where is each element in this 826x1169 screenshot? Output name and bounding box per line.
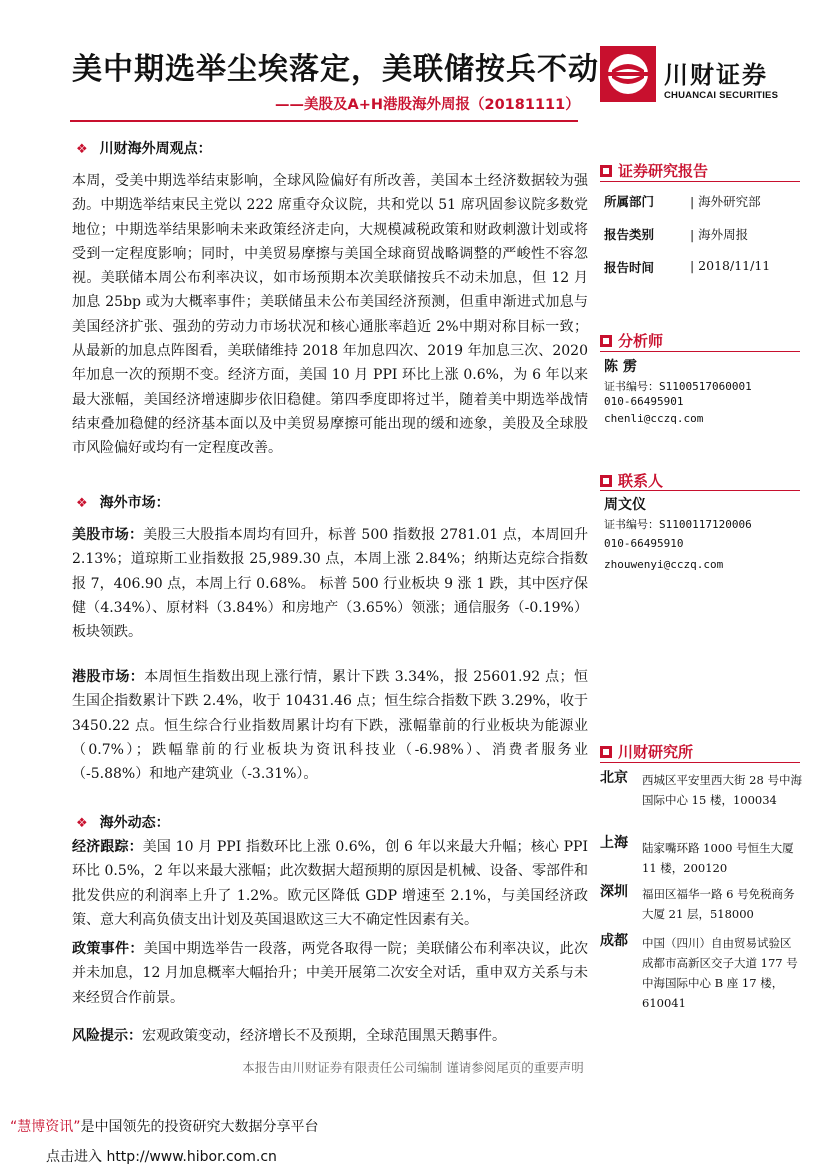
weekly-view-paragraph: 本周，受美中期选举结束影响，全球风险偏好有所改善，美国本土经济数据较为强劲。中期选举结束民主党以 222 席重夺众议院，共和党以 51 席巩固参议院多数党地位；中期选举结果影响未来政策经济走向，大规模减税政策和财政刺激计划或将受到一定程度影响；同时，中美贸易摩擦与美国全球商贸战略调整的严峻性不容忽视。美联储本周公布利率决议，如市场预期本次美联储按兵不动未加息，但 12 月加息 25bp 或为大概率事件；美联储虽未公布美国经济预测，但重申渐进式加息与美国经济扩张、强劲的劳动力市场状况和核心通胀率趋近 2%中期对称目标一致；从最新的加息点阵图看，美联储维持 2018 年加息四次、2019 年加息三次、2020 年加息一次的预期不变。经济方面，美国 10 月 PPI 环比上涨 0.6%，为 6 年以来最大涨幅，美国经济增速脚步依旧稳健。第四季度即将过半，随着美中期选举战情结束叠加稳健的经济基本面以及中美贸易摩擦可能出现的缓和迹象，美股及全球股市风险偏好或均有一定程度改善。 bbox=[72, 173, 588, 457]
sidebar-heading-report: 证券研究报告 bbox=[600, 160, 708, 181]
hk-market-text: 本周恒生指数出现上涨行情，累计下跌 3.34%，报 25601.92 点；恒生国企指数累计下跌 2.4%，收于 10431.46 点；恒生综合指数下跌 3.29%，收于 3450.22 点。恒生综合行业指数周累计均有下跌，涨幅靠前的行业板块为能源业（0.7%）；跌幅靠前的行业板块为资讯科技业（-6.98%）、消费者服务业（-5.88%）和地产建筑业（-3.31%）。 bbox=[72, 669, 589, 783]
office-city-chengdu: 成都 bbox=[600, 933, 628, 949]
analyst-phone: 010-66495901 bbox=[604, 395, 684, 408]
chuancai-logo-icon bbox=[600, 46, 656, 102]
sidebar-heading-analyst: 分析师 bbox=[600, 330, 663, 351]
econ-tracking-text: 美国 10 月 PPI 指数环比上涨 0.6%，创 6 年以来最大升幅；核心 PPI 环比 0.5%，2 年以来最大涨幅；此次数据大超预期的原因是机械、设备、零部件和批发供应的利润率上升了 1.2%。欧元区降低 GDP 增速至 2.1%，与美国经济政策、意大利高负债支出计划及英国退欧这三大不确定性因素有关。 bbox=[72, 839, 588, 928]
analyst-email[interactable]: chenli@cczq.com bbox=[604, 412, 704, 425]
us-market-text: 美股三大股指本周均有回升，标普 500 指数报 2781.01 点，本周回升 2.13%；道琼斯工业指数报 25,989.30 点，本周上涨 2.84%；纳斯达克综合指数报 7，406.90 点，本周上行 0.68%。 标普 500 行业板块 9 涨 1 跌，其中医疗保健（4.34%）、原材料（3.84%）和房地产（3.65%）领涨；通信服务（-0.19%）板块领跌。 bbox=[72, 527, 588, 641]
sidebar-rule bbox=[600, 490, 800, 491]
sidebar-rule bbox=[600, 181, 800, 182]
analyst-cert: 证书编号：S1100517060001 bbox=[604, 380, 752, 393]
diamond-bullet-icon: ❖ bbox=[76, 816, 88, 831]
sidebar-heading-institute: 川财研究所 bbox=[600, 741, 693, 762]
econ-tracking-paragraph bbox=[72, 835, 588, 932]
promo-line bbox=[10, 1116, 319, 1136]
report-subtitle: ——美股及A+H港股海外周报（20181111） bbox=[275, 97, 580, 113]
econ-tracking-label: 经济跟踪： bbox=[72, 839, 143, 855]
meta-value-category: | 海外周报 bbox=[690, 227, 749, 242]
policy-events-text: 美国中期选举告一段落，两党各取得一院；美联储公布利率决议，此次并未加息，12 月加息概率大幅抬升；中美开展第二次安全对话，重申双方关系与未来经贸合作前景。 bbox=[72, 941, 589, 1006]
hk-market-label: 港股市场： bbox=[72, 669, 145, 685]
contact-cert: 证书编号：S1100117120006 bbox=[604, 518, 752, 531]
sidebar-rule bbox=[600, 351, 800, 352]
square-bullet-icon bbox=[600, 165, 612, 177]
diamond-bullet-icon: ❖ bbox=[76, 142, 88, 157]
office-address-beijing: 西城区平安里西大街 28 号中海国际中心 15 楼，100034 bbox=[642, 773, 802, 807]
promo-text: 是中国领先的投资研究大数据分享平台 bbox=[80, 1119, 319, 1135]
us-market-label: 美股市场： bbox=[72, 527, 144, 543]
meta-value-department: | 海外研究部 bbox=[690, 194, 761, 209]
office-city-beijing: 北京 bbox=[600, 770, 628, 786]
office-address-shenzhen: 福田区福华一路 6 号免税商务大厦 21 层，518000 bbox=[642, 887, 795, 921]
meta-label-department: 所属部门 bbox=[604, 194, 655, 209]
section-heading-market: ❖ 海外市场： bbox=[76, 495, 170, 511]
risk-warning-paragraph bbox=[72, 1024, 588, 1048]
meta-label-date: 报告时间 bbox=[604, 260, 655, 275]
analyst-name: 陈 雳 bbox=[604, 359, 637, 375]
square-bullet-icon bbox=[600, 335, 612, 347]
square-bullet-icon bbox=[600, 746, 612, 758]
risk-warning-text: 宏观政策变动，经济增长不及预期，全球范围黑天鹅事件。 bbox=[142, 1028, 506, 1044]
section-heading-view: ❖ 川财海外周观点： bbox=[76, 141, 212, 157]
office-city-shanghai: 上海 bbox=[600, 835, 628, 851]
office-address-chengdu: 中国（四川）自由贸易试验区成都市高新区交子大道 177 号中海国际中心 B 座 17 楼，610041 bbox=[642, 936, 798, 1010]
promo-brand: “慧博资讯” bbox=[10, 1119, 81, 1135]
report-title: 美中期选举尘埃落定，美联储按兵不动 bbox=[72, 52, 599, 87]
risk-warning-label: 风险提示： bbox=[72, 1028, 142, 1044]
section-heading-dynamics: ❖ 海外动态： bbox=[76, 815, 170, 831]
logo-chinese-name: 川财证券 bbox=[664, 61, 768, 89]
policy-events-label: 政策事件： bbox=[72, 941, 144, 957]
logo-english-name: CHUANCAI SECURITIES bbox=[664, 90, 779, 101]
hk-market-paragraph bbox=[72, 665, 588, 786]
hibor-link[interactable]: 点击进入 http://www.hibor.com.cn bbox=[46, 1149, 277, 1165]
office-city-shenzhen: 深圳 bbox=[600, 884, 628, 900]
sidebar-rule bbox=[600, 762, 800, 763]
contact-phone: 010-66495910 bbox=[604, 537, 684, 550]
meta-label-category: 报告类别 bbox=[604, 227, 655, 242]
title-rule bbox=[70, 120, 578, 122]
disclaimer: 本报告由川财证券有限责任公司编制 谨请参阅尾页的重要声明 bbox=[242, 1060, 584, 1075]
contact-email[interactable]: zhouwenyi@cczq.com bbox=[604, 558, 724, 571]
us-market-paragraph bbox=[72, 523, 588, 644]
sidebar-heading-contact: 联系人 bbox=[600, 470, 663, 491]
office-address-shanghai: 陆家嘴环路 1000 号恒生大厦 11 楼，200120 bbox=[642, 841, 794, 875]
meta-value-date: | 2018/11/11 bbox=[690, 258, 771, 273]
contact-name: 周文仪 bbox=[604, 497, 646, 513]
square-bullet-icon bbox=[600, 475, 612, 487]
diamond-bullet-icon: ❖ bbox=[76, 496, 88, 511]
policy-events-paragraph bbox=[72, 937, 588, 1010]
